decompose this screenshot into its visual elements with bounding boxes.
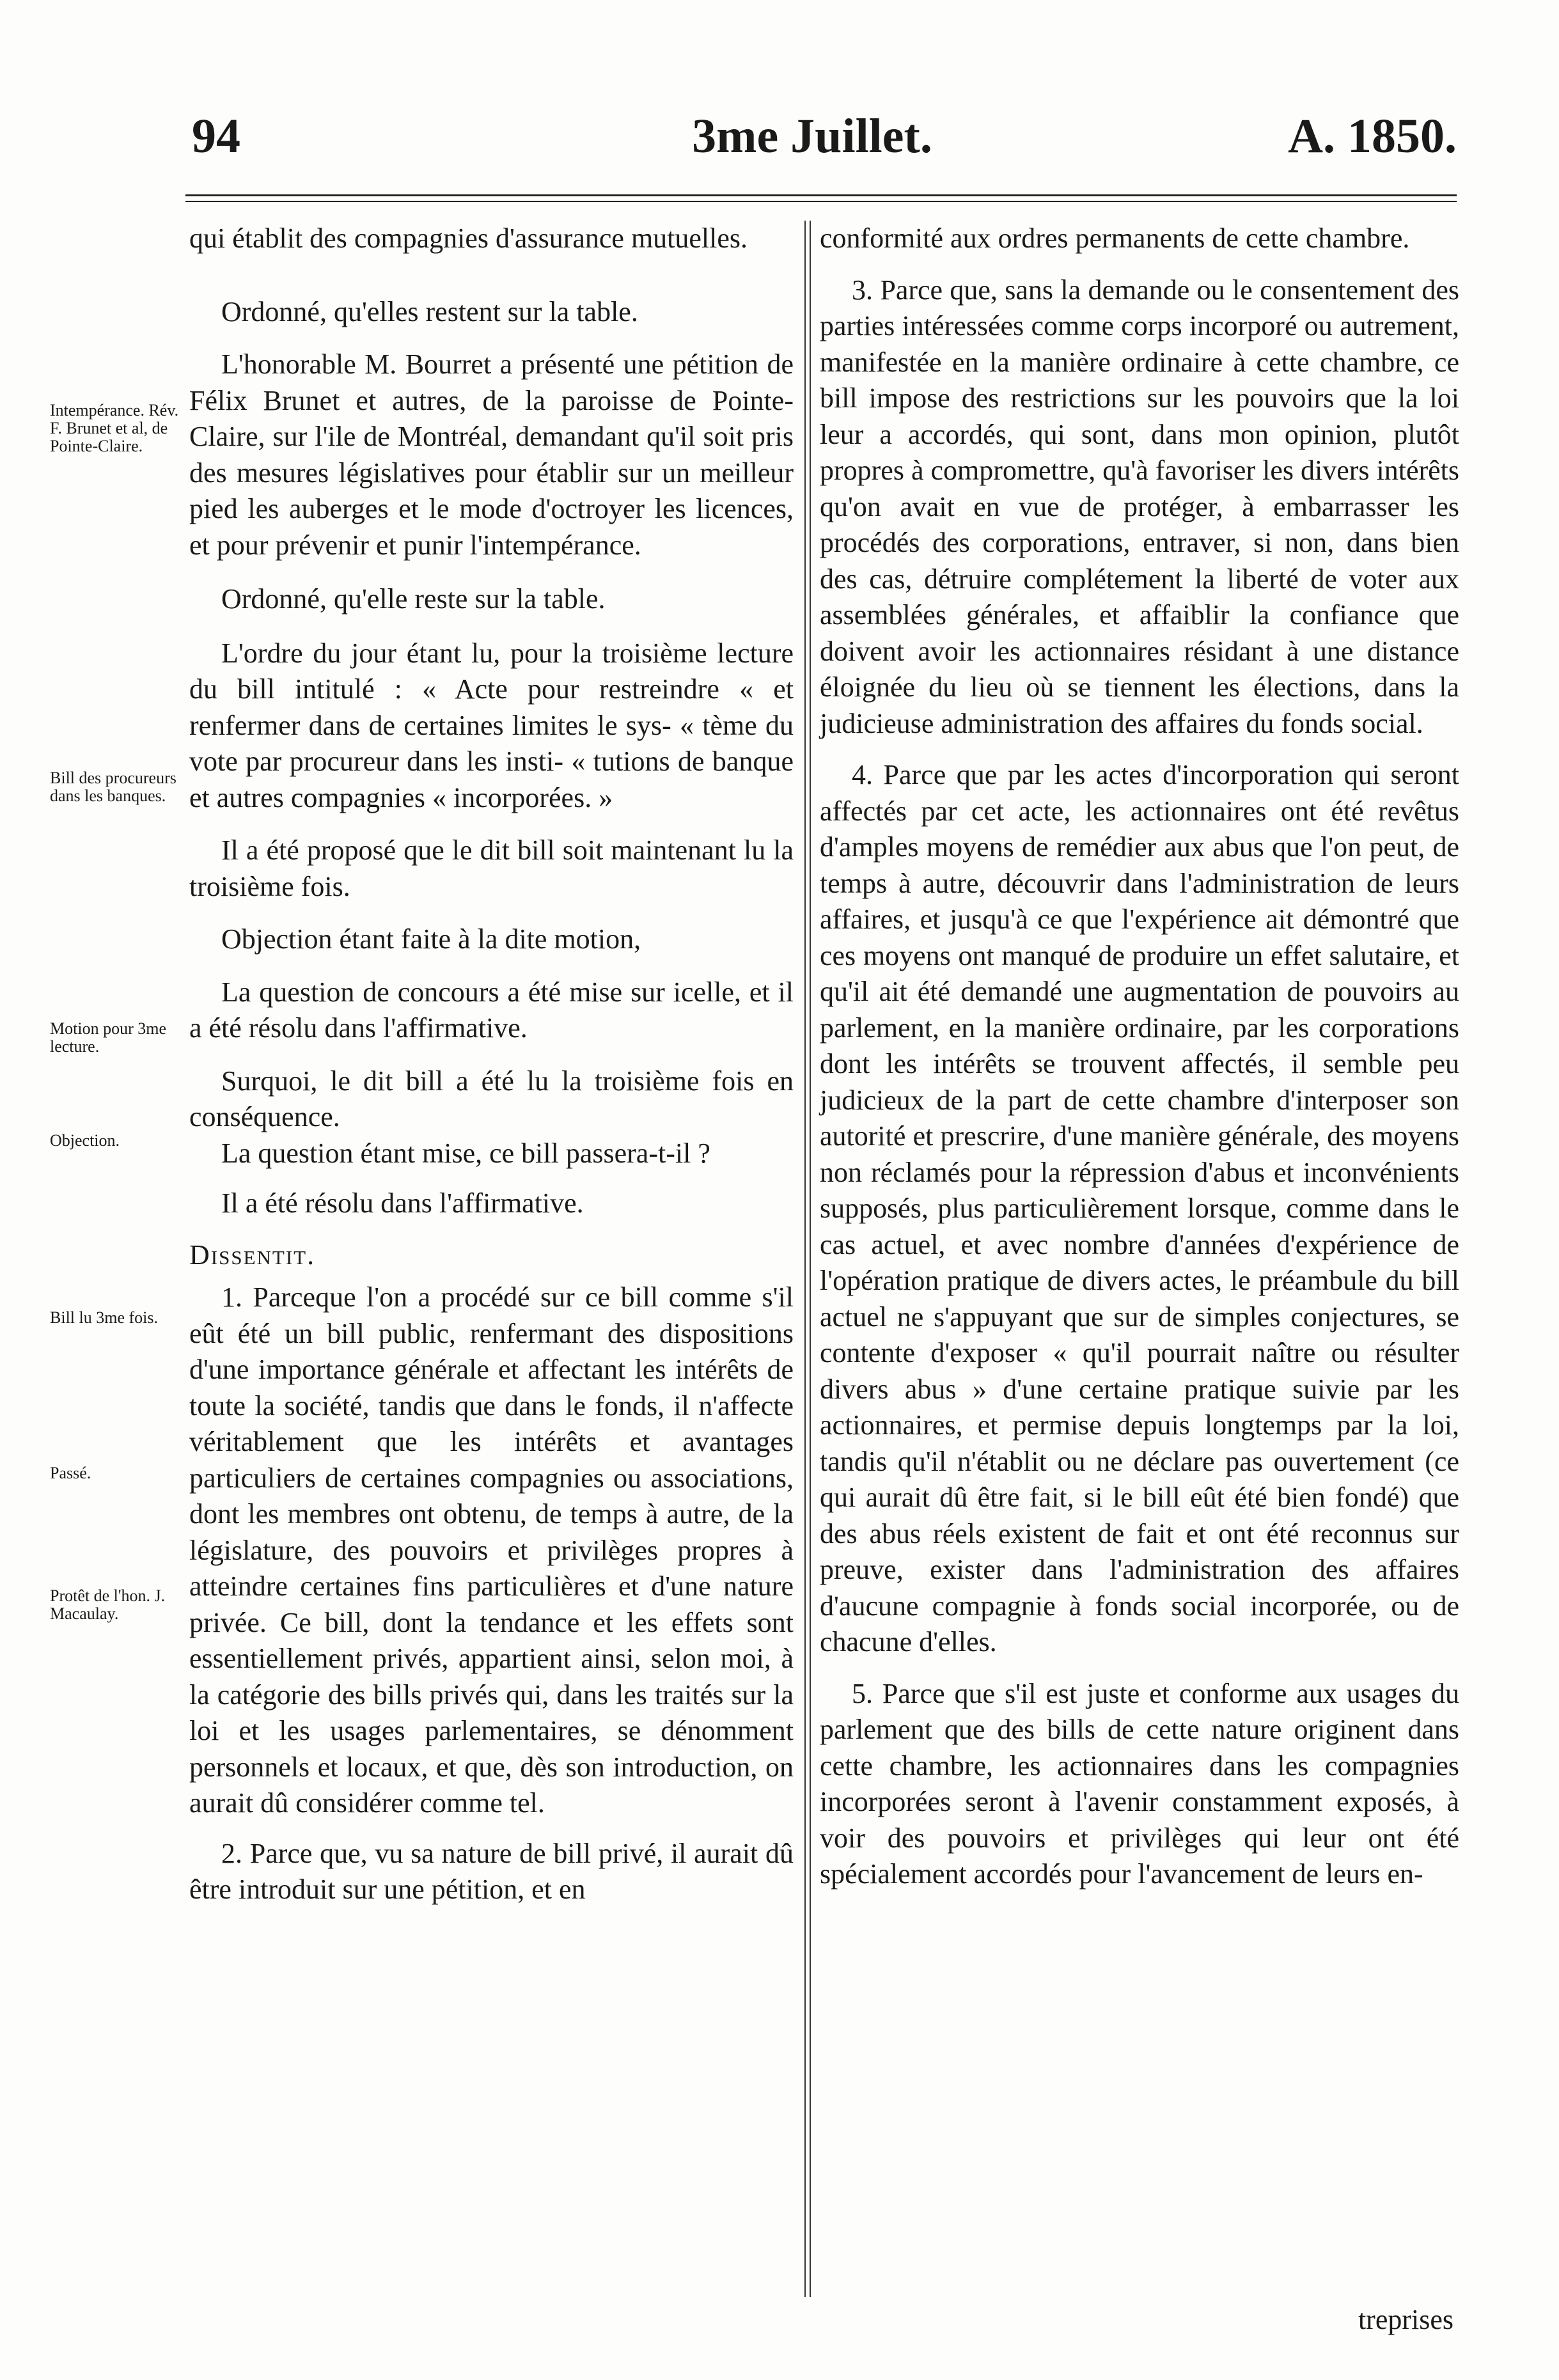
paragraph: conformité aux ordres permanents de cette chambre.	[820, 223, 1410, 254]
page-number: 94	[192, 109, 240, 163]
paragraph: La question étant mise, ce bill passera-t-il ?	[221, 1137, 710, 1169]
paragraph: Il a été proposé que le dit bill soit maintenant lu la troisième fois.	[189, 834, 794, 902]
paragraph: La question de concours a été mise sur icelle, et il a été résolu dans l'affirmative.	[189, 976, 794, 1044]
margin-note-objection: Objection.	[50, 1131, 120, 1150]
paragraph: Il a été résolu dans l'affirmative.	[221, 1187, 584, 1219]
header-rule-thin	[185, 201, 1457, 202]
paragraph: qui établit des compagnies d'assurance mutuelles.	[189, 223, 748, 254]
paragraph: L'ordre du jour étant lu, pour la troisième lecture du bill intitulé : « Acte pour restreindre « et renfermer dans de certaines limites le sys- « tème du vote par procureur dans les insti- « tutions de banque et autres compagnies « incorporées. »	[189, 637, 794, 813]
column-divider	[804, 221, 806, 2297]
column-divider	[810, 221, 811, 2297]
margin-note-passe: Passé.	[50, 1464, 91, 1482]
dissentit-heading: Dissentit.	[189, 1239, 316, 1271]
catchword: treprises	[1358, 2304, 1453, 2335]
paragraph: Surquoi, le dit bill a été lu la troisième fois en conséquence.	[189, 1065, 794, 1132]
header-rule	[185, 194, 1457, 196]
paragraph: 5. Parce que s'il est juste et conforme aux usages du parlement que des bills de cette nature originent dans cette chambre, les actionnaires dans les compagnies incorporées seront à l'avenir constamment exposés, à voir des pouvoirs et privilèges qui leur ont été spécialement accordés pour l'avancement de leurs en-	[820, 1677, 1459, 1890]
margin-note-bill-lu: Bill lu 3me fois.	[50, 1308, 158, 1327]
margin-note-protet: Protêt de l'hon. J. Macaulay.	[50, 1586, 166, 1623]
paragraph: 2. Parce que, vu sa nature de bill privé, il aurait dû être introduit sur une pétition, et en	[189, 1837, 794, 1905]
paragraph: 4. Parce que par les actes d'incorporation qui seront affectés par cet acte, les actionnaires ont été revêtus d'amples moyens de remédier aux abus que l'on peut, de temps à autre, découvrir dans l'administration de leurs affaires, et jusqu'à ce que l'expérience ait démontré que ces moyens ont manqué de produire un effet salutaire, et qu'il ait été demandé une augmentation de pouvoirs au parlement, en la manière ordinaire, par les corporations dont les intérêts se trouvent affectés, il semble peu judicieux de la part de cette chambre d'interposer son autorité et prescrire, d'une manière générale, des moyens non réclamés pour la répression d'abus et inconvénients supposés, plus particulièrement lorsque, comme dans le cas actuel, et avec nombre d'années d'expérience de l'opération pratique de divers actes, le préambule du bill actuel ne s'appuyant que sur de simples conjectures, se contente d'exposer « qu'il pourrait naître ou résulter divers abus » d'une certaine pratique suivie par les actionnaires, et permise depuis longtemps par la loi, tandis qu'il n'établit ou ne déclare pas ouvertement (ce qui aurait dû être fait, si le bill eût été bien fondé) que des abus réels existent de fait et ont été reconnus sur preuve, exister dans l'administration des affaires d'aucune compagnie à fonds social incorporée, ou de chacune d'elles.	[820, 759, 1459, 1657]
page-date: 3me Juillet.	[692, 109, 932, 163]
paragraph: Ordonné, qu'elles restent sur la table.	[221, 295, 638, 327]
paragraph: 1. Parceque l'on a procédé sur ce bill comme s'il eût été un bill public, renfermant des dispositions d'une importance générale et affectant les intérêts de toute la société, tandis que dans le fonds, il n'affecte véritablement que les intérêts et avantages particuliers de certaines compagnies ou associations, dont les membres ont obtenu, de temps à autre, de la législature, des pouvoirs et privilèges propres à atteindre certaines fins particulières et d'une nature privée. Ce bill, dont la tendance et les effets sont essentiellement privés, appartient ainsi, selon moi, à la catégorie des bills privés qui, dans les traités sur la loi et les usages parlementaires, se dénomment personnels et locaux, et que, dès son introduction, on aurait dû considérer comme tel.	[189, 1281, 794, 1819]
margin-note-intemperance: Intempérance. Rév. F. Brunet et al, de Pointe-Claire.	[50, 401, 179, 455]
paragraph: 3. Parce que, sans la demande ou le consentement des parties intéressées comme corps incorporé ou autrement, manifestée en la manière ordinaire à cette chambre, ce bill impose des restrictions sur les pouvoirs que la loi leur a accordés, qui sont, dans mon opinion, plutôt propres à compromettre, qu'à favoriser les divers intérêts qu'on avait en vue de protéger, à embarrasser les procédés des corporations, entraver, si non, dans bien des cas, détruire complétement la liberté de voter aux assemblées générales, et affaiblir la confiance que doivent avoir les actionnaires résidant à une distance éloignée du lieu où se tiennent les élections, dans la judicieuse administration des affaires du fonds social.	[820, 274, 1460, 739]
left-column	[189, 221, 794, 1908]
right-column	[820, 221, 1459, 1893]
margin-note-bill-procureurs: Bill des procureurs dans les banques.	[50, 769, 176, 805]
page-year: A. 1850.	[1288, 109, 1457, 163]
paragraph: Ordonné, qu'elle reste sur la table.	[221, 583, 606, 615]
paragraph: L'honorable M. Bourret a présenté une pétition de Félix Brunet et autres, de la paroisse de Pointe-Claire, sur l'ile de Montréal, demandant qu'il soit pris des mesures législatives pour établir sur un meilleur pied les auberges et le mode d'octroyer les licences, et pour prévenir et punir l'intempérance.	[189, 348, 794, 561]
margin-note-motion: Motion pour 3me lecture.	[50, 1019, 166, 1056]
paragraph: Objection étant faite à la dite motion,	[221, 923, 641, 955]
